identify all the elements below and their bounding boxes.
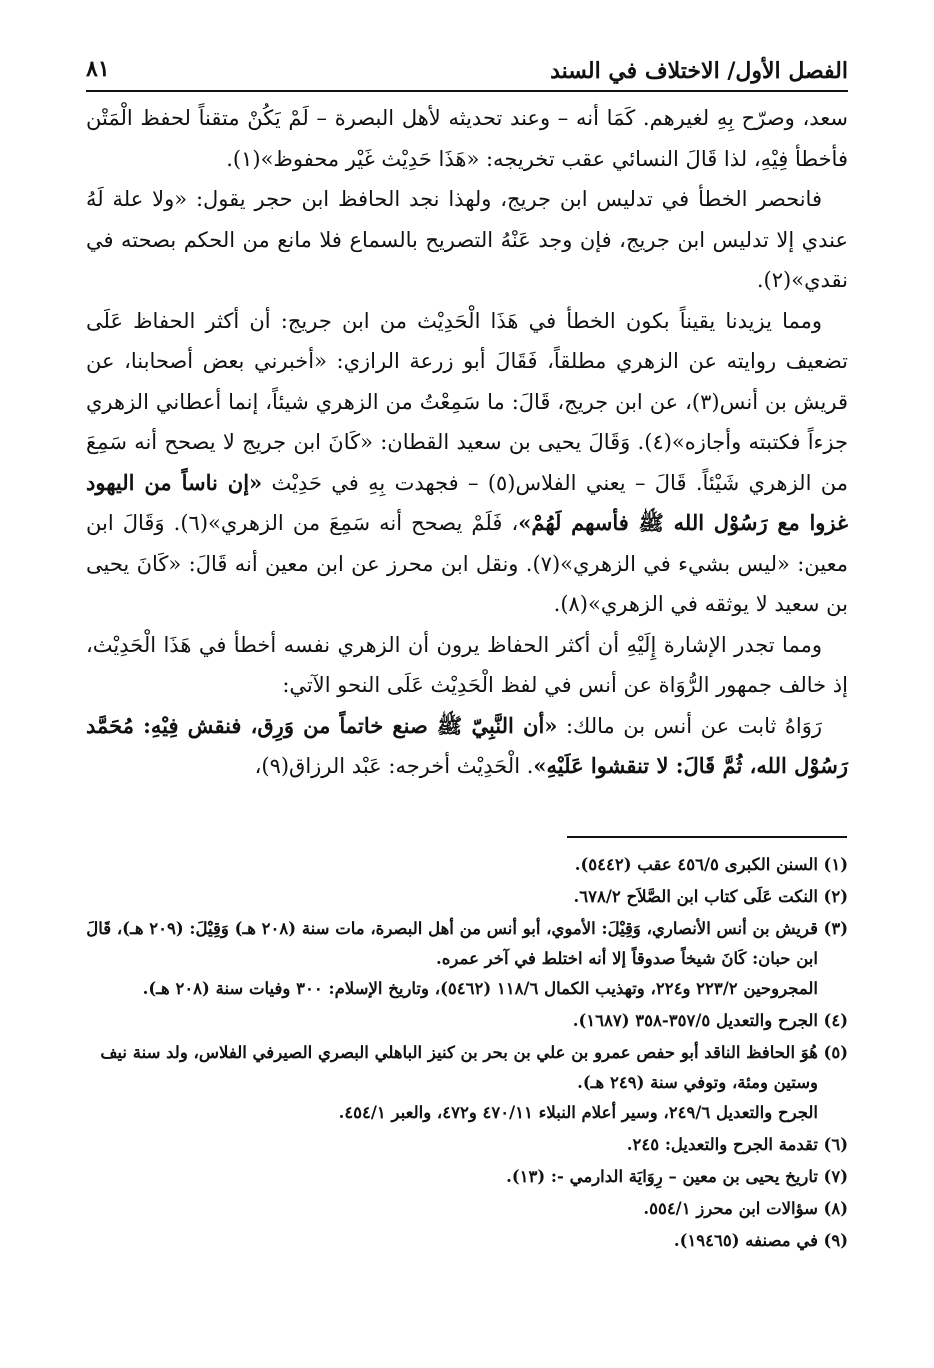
paragraph-4: ومما تجدر الإشارة إِلَيْهِ أن أكثر الحفاظ يرون أن الزهري نفسه أخطأ في هَذَا الْحَدِيْث، إذ خالف جمهور الرُّوَاة عن أنس في لفظ الْحَدِيْث عَلَى النحو الآتي: <box>86 632 848 697</box>
footnote-text: السنن الكبرى ٤٥٦/٥ عقب (٥٤٤٢). <box>574 855 818 874</box>
hadith-quote-1: «إن ناساً من اليهود غزوا مع رَسُوْل الله ﷺ فأسهم لَهُمْ» <box>86 469 848 535</box>
footnote-7 <box>76 1162 848 1192</box>
footnote-divider <box>567 836 847 838</box>
footnote-text: تاريخ يحيى بن معين – رِوَايَة الدارمي -: (١٣). <box>506 1167 818 1186</box>
footnote-text: سؤالات ابن محرز ٥٥٤/١. <box>643 1199 818 1218</box>
footnote-text: تقدمة الجرح والتعديل: ٢٤٥. <box>626 1135 818 1154</box>
footnote-number: (٤) <box>823 1011 848 1030</box>
footnote-9 <box>76 1226 848 1256</box>
footnote-number: (٥) <box>823 1043 848 1062</box>
footnote-text: في مصنفه (١٩٤٦٥). <box>673 1231 818 1250</box>
footnote-sources: الجرح والتعديل ٢٤٩/٦، وسير أعلام النبلاء ٤٧٠/١١ و٤٧٢، والعبر ٤٥٤/١. <box>338 1103 818 1122</box>
footnote-number: (٣) <box>823 919 848 938</box>
footnote-number: (١) <box>823 855 848 874</box>
paragraph-3-text-b: ، فَلَمْ يصحح أنه سَمِعَ من الزهري»(٦). وَقَالَ ابن معين: «ليس بشيء في الزهري»(٧). ونقل ابن محرز عن ابن معين أنه قَالَ: «كَانَ يحيى بن سعيد لا يوثقه في الزهري»(٨). <box>86 511 848 616</box>
paragraph-3-text-a: ومما يزيدنا يقيناً بكون الخطأ في هَذَا الْحَدِيْث من ابن جريج: أن أكثر الحفاظ عَلَى تضعيف روايته عن الزهري مطلقاً، فَقَالَ أبو زرعة الرازي: «أخبرني بعض أصحابنا، عن قريش بن أنس(٣)، عن ابن جريج، قَالَ: ما سَمِعْتُ من الزهري شيئاً، إنما أعطاني الزهري جزءاً فكتبته وأجازه»(٤). وَقَالَ يحيى بن سعيد القطان: «كَانَ ابن جريج لا يصحح أنه سَمِعَ من الزهري شَيْئاً. قَالَ – يعني الفلاس(٥) – فجهدت بِهِ في حَدِيْث <box>86 308 848 495</box>
paragraph-1: سعد، وصرّح بِهِ لغيرهم. كَمَا أنه – وعند تحديثه لأهل البصرة – لَمْ يَكُنْ متقناً لحفظ الْمَتْن فأخطأ فِيْهِ، لذا قَالَ النسائي عقب تخريجه: «هَذَا حَدِيْث غَيْر محفوظ»(١). <box>86 106 848 171</box>
footnote-4 <box>76 1006 848 1036</box>
paragraph-3 <box>86 301 848 625</box>
footnote-number: (٧) <box>823 1167 848 1186</box>
footnote-text: النكت عَلَى كتاب ابن الصَّلاَح ٦٧٨/٢. <box>573 887 818 906</box>
page-number: ٨١ <box>86 56 110 82</box>
footnote-text: قريش بن أنس الأنصاري، وَقِيْلَ: الأموي، أبو أنس من أهل البصرة، مات سنة (٢٠٨ هـ) وَقِيْلَ: (٢٠٩ هـ)، قَالَ ابن حبان: كَانَ شيخاً صدوقاً إلا أنه اختلط في آخر عمره. <box>86 919 818 968</box>
footnote-text: الجرح والتعديل ٣٥٧/٥-٣٥٨ (١٦٨٧). <box>572 1011 818 1030</box>
paragraph-5 <box>86 706 848 787</box>
paragraph-2: فانحصر الخطأ في تدليس ابن جريج، ولهذا نجد الحافظ ابن حجر يقول: «ولا علة لَهُ عندي إلا تدليس ابن جريج، فإن وجد عَنْهُ التصريح بالسماع فلا مانع من الحكم بصحته في نقدي»(٢). <box>86 187 848 292</box>
footnote-number: (٦) <box>823 1135 848 1154</box>
footnote-number: (٢) <box>823 887 848 906</box>
footnote-number: (٩) <box>823 1231 848 1250</box>
footnotes <box>76 850 848 1258</box>
footnote-5 <box>76 1038 848 1128</box>
chapter-title: الفصل الأول/ الاختلاف في السند <box>550 58 848 84</box>
paragraph-5-text-b: . الْحَدِيْث أخرجه: عَبْد الرزاق(٩)، <box>254 754 534 778</box>
footnote-1 <box>76 850 848 880</box>
main-text <box>86 98 848 787</box>
paragraph-5-text-a: رَوَاهُ ثابت عن أنس بن مالك: <box>557 713 823 738</box>
running-header <box>86 56 848 92</box>
footnote-2 <box>76 882 848 912</box>
hadith-quote-2: «أن النَّبِيّ ﷺ صنع خاتماً من وَرِق، فنقش فِيْهِ: مُحَمَّد رَسُوْل الله، ثُمَّ قَالَ: لا تنقشوا عَلَيْهِ» <box>86 712 848 778</box>
footnote-sources: المجروحين ٢٢٣/٢ و٢٢٤، وتهذيب الكمال ١١٨/٦ (٥٤٦٢)، وتاريخ الإسلام: ٣٠٠ وفيات سنة (٢٠٨ هـ). <box>142 979 818 998</box>
footnote-8 <box>76 1194 848 1224</box>
footnote-number: (٨) <box>823 1199 848 1218</box>
footnote-text: هُوَ الحافظ الناقد أبو حفص عمرو بن علي بن بحر بن كنيز الباهلي البصري الصيرفي الفلاس، ولد سنة نيف وستين ومئة، وتوفي سنة (٢٤٩ هـ). <box>100 1043 818 1092</box>
footnote-3 <box>76 914 848 1004</box>
footnote-6 <box>76 1130 848 1160</box>
